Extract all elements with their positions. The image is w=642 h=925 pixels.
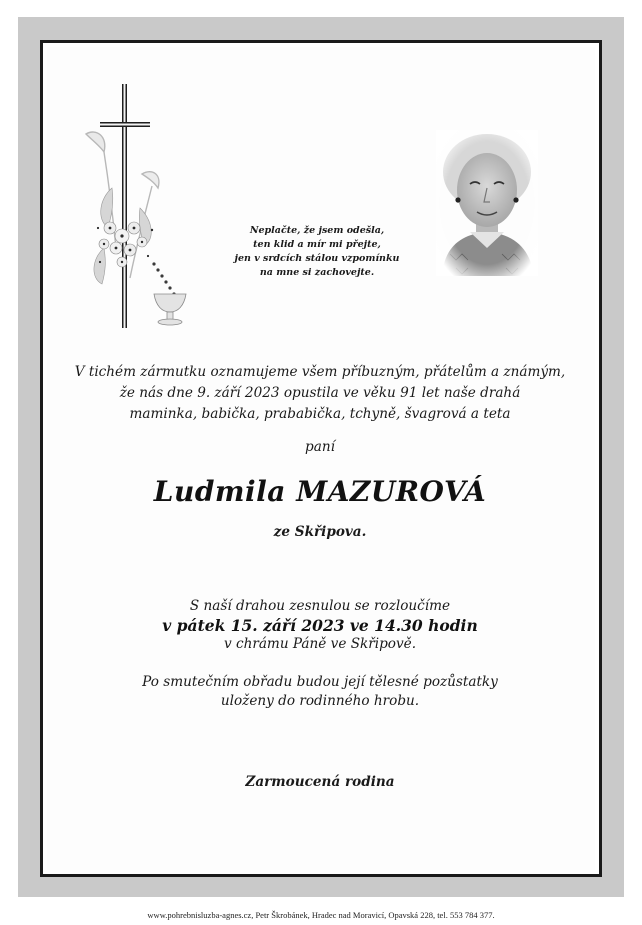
rosary-icon	[152, 262, 175, 295]
announcement-line: že nás dne 9. září 2023 opustila ve věku 91 let naše drahá	[119, 385, 521, 401]
family-signature: Zarmoucená rodina	[245, 774, 395, 790]
poem-line: na mne si zachovejte.	[259, 267, 375, 278]
burial-info	[60, 673, 580, 711]
chalice-icon	[154, 294, 186, 325]
burial-line: Po smutečním obřadu budou její tělesné pozůstatky	[142, 674, 498, 690]
ceremony-info	[60, 597, 580, 654]
memorial-poem	[232, 224, 402, 280]
ceremony-place: v chrámu Páně ve Skřipově.	[223, 636, 417, 652]
funeral-service-footer: www.pohrebnisluzba-agnes.cz, Petr Škrobánek, Hradec nad Moravicí, Opavská 228, tel. 553 784 377.	[147, 910, 495, 920]
origin-text: ze Skřipova.	[273, 524, 367, 540]
ceremony-date-time: v pátek 15. září 2023 ve 14.30 hodin	[162, 616, 478, 635]
burial-line: uloženy do rodinného hrobu.	[220, 693, 420, 709]
poem-line: jen v srdcích stálou vzpomínku	[234, 253, 400, 264]
deceased-name: Ludmila MAZUROVÁ	[153, 475, 487, 508]
ceremony-intro: S naší drahou zesnulou se rozloučíme	[189, 598, 451, 614]
announcement-text	[60, 362, 580, 425]
title-prefix: paní	[305, 439, 335, 455]
cross-flowers-icon	[82, 78, 192, 328]
announcement-line: V tichém zármutku oznamujeme všem příbuzným, přátelům a známým,	[74, 364, 566, 380]
portrait-photo	[436, 130, 538, 276]
poem-line: ten klid a mír mi přejte,	[253, 239, 381, 250]
poem-line: Neplačte, že jsem odešla,	[249, 225, 385, 236]
announcement-line: maminka, babička, prababička, tchyně, švagrová a teta	[129, 406, 511, 422]
